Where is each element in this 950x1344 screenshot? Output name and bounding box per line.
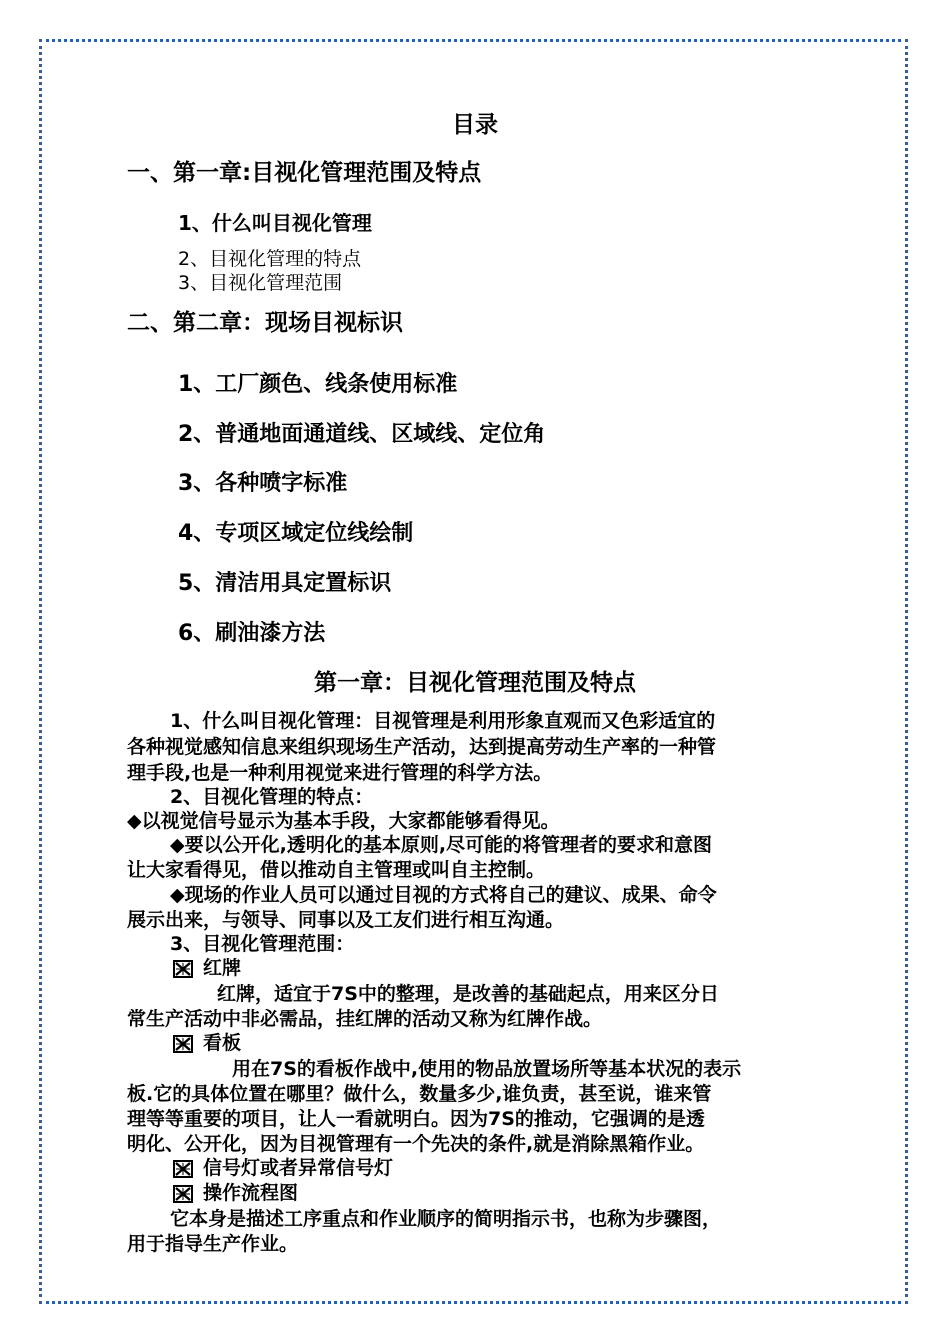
toc-title: 目录 <box>452 112 498 138</box>
section-2-title: 2、目视化管理的特点： <box>170 786 374 808</box>
crossed-box-icon <box>173 1160 193 1178</box>
toc-item-2-3: 3、各种喷字标准 <box>178 471 348 496</box>
red-tag-line-2: 常生产活动中非必需品，挂红牌的活动又称为红牌作战。 <box>127 1008 603 1030</box>
board-line-4: 明化、公开化，因为目视管理有一个先决的条件,就是消除黑箱作业。 <box>127 1133 705 1155</box>
section-3-title: 3、目视化管理范围： <box>170 933 355 955</box>
toc-item-2-5: 5、清洁用具定置标识 <box>178 571 392 596</box>
board-line-2: 板.它的具体位置在哪里？做什么，数量多少,谁负责，甚至说，谁来管 <box>127 1083 712 1105</box>
toc-item-1-2: 2、目视化管理的特点 <box>178 248 362 270</box>
toc-item-2-2: 2、普通地面通道线、区域线、定位角 <box>178 422 546 447</box>
toc-item-1-1: 1、什么叫目视化管理 <box>178 211 372 235</box>
para1-line-2: 各种视觉感知信息来组织现场生产活动，达到提高劳动生产率的一种管 <box>127 736 717 758</box>
toc-item-2-1: 1、工厂颜色、线条使用标准 <box>178 372 458 397</box>
feature-3-line-1: ◆现场的作业人员可以通过目视的方式将自己的建议、成果、命令 <box>170 884 717 906</box>
bullet-flow-chart <box>173 1184 298 1203</box>
bullet-board <box>173 1034 241 1053</box>
toc-item-2-6: 6、刷油漆方法 <box>178 621 326 646</box>
board-label: 看板 <box>203 1032 242 1054</box>
flow-line-1: 它本身是描述工序重点和作业顺序的简明指示书，也称为步骤图， <box>170 1208 722 1230</box>
red-tag-line-1: 红牌，适宜于7S中的整理，是改善的基础起点，用来区分日 <box>217 983 719 1005</box>
feature-3-line-2: 展示出来，与领导、同事以及工友们进行相互沟通。 <box>127 909 565 931</box>
crossed-box-icon <box>173 1035 193 1053</box>
red-tag-label: 红牌 <box>203 957 242 979</box>
para1-line-3: 理手段,也是一种利用视觉来进行管理的科学方法。 <box>127 762 553 784</box>
flow-line-2: 用于指导生产作业。 <box>127 1233 299 1255</box>
feature-2-line-1: ◆要以公开化,透明化的基本原则,尽可能的将管理者的要求和意图 <box>170 834 713 856</box>
crossed-box-icon <box>173 1185 193 1203</box>
toc-item-2-4: 4、专项区域定位线绘制 <box>178 521 414 546</box>
bullet-red-tag <box>173 959 241 978</box>
para1-line-1: 1、什么叫目视化管理：目视管理是利用形象直观而又色彩适宜的 <box>170 710 716 732</box>
board-line-3: 理等等重要的项目，让人一看就明白。因为7S的推动，它强调的是透 <box>127 1108 705 1130</box>
toc-chapter-1: 一、第一章:目视化管理范围及特点 <box>127 160 482 186</box>
toc-item-1-3: 3、目视化管理范围 <box>178 272 343 294</box>
chapter-1-heading: 第一章：目视化管理范围及特点 <box>314 670 636 696</box>
flow-chart-label: 操作流程图 <box>203 1182 299 1204</box>
bullet-signal-light <box>173 1159 393 1178</box>
signal-light-label: 信号灯或者异常信号灯 <box>203 1157 394 1179</box>
toc-chapter-2: 二、第二章：现场目视标识 <box>127 310 403 336</box>
feature-2-line-2: 让大家看得见，借以推动自主管理或叫自主控制。 <box>127 859 546 881</box>
feature-1: ◆以视觉信号显示为基本手段，大家都能够看得见。 <box>127 810 560 832</box>
crossed-box-icon <box>173 960 193 978</box>
board-line-1: 用在7S的看板作战中,使用的物品放置场所等基本状况的表示 <box>232 1058 742 1080</box>
